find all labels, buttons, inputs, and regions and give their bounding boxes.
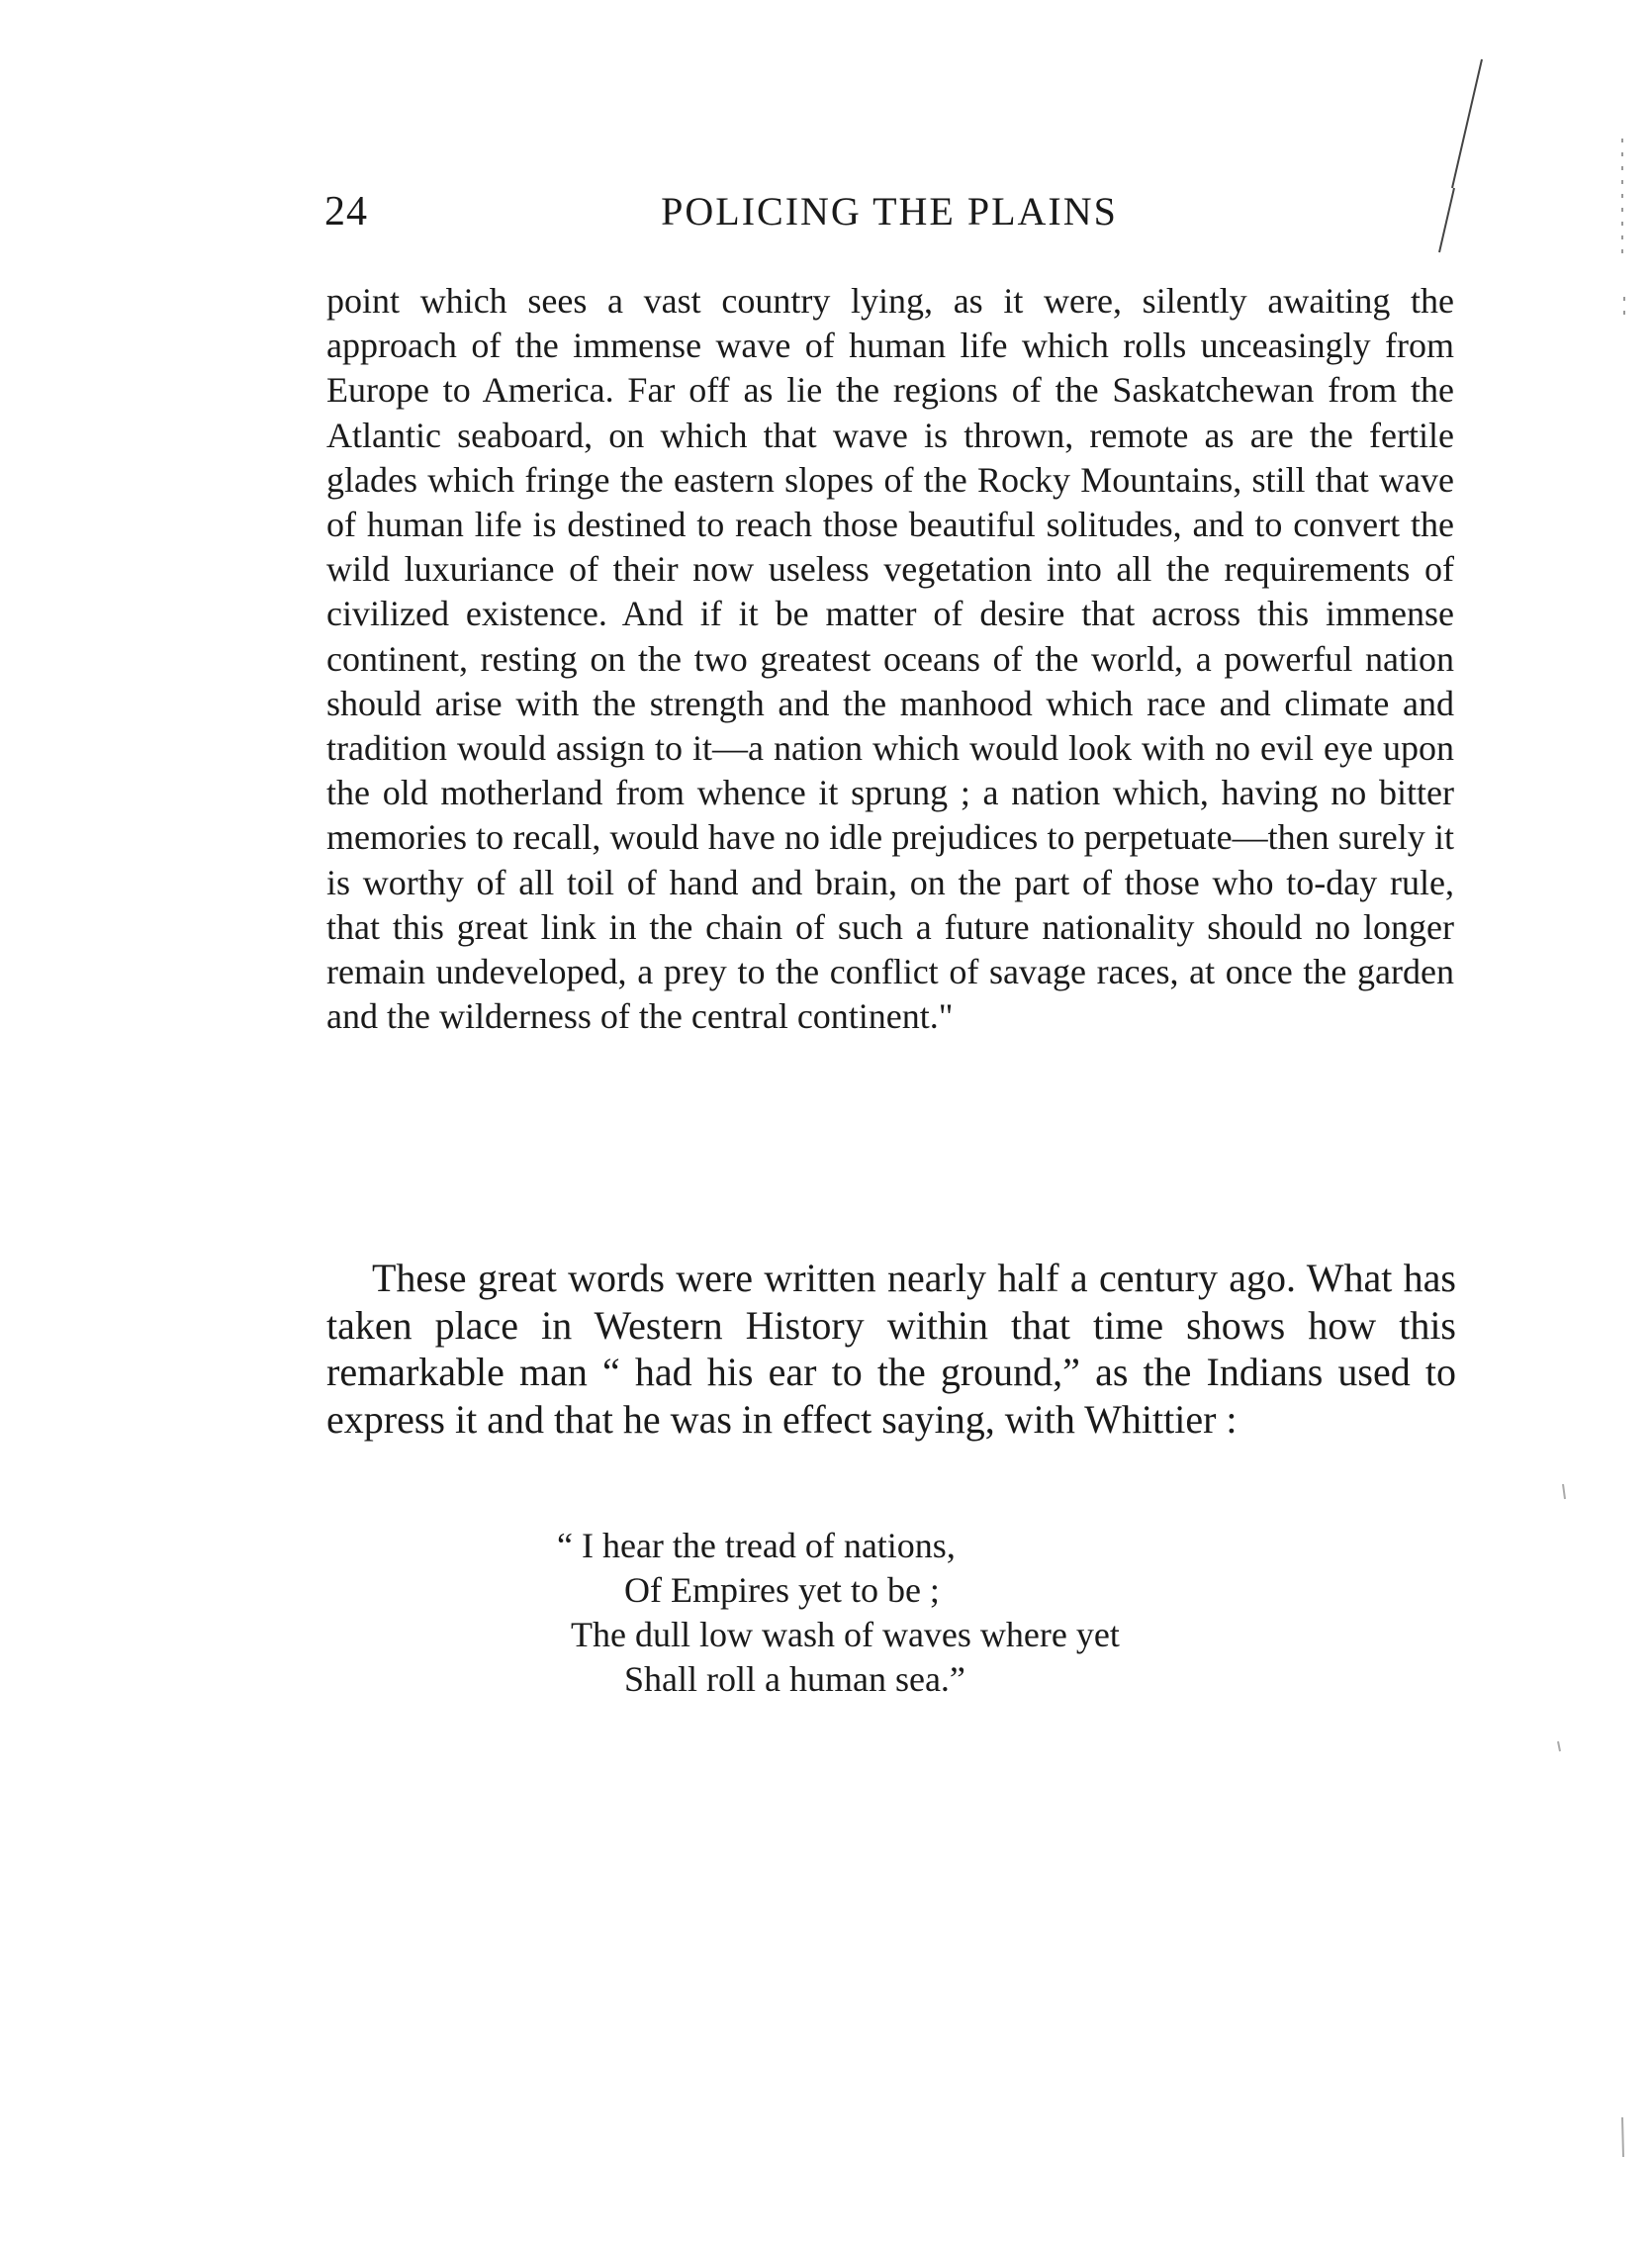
page-number: 24 — [324, 189, 368, 234]
poem-line-2: Of Empires yet to be ; — [624, 1570, 940, 1610]
poem-line-4: Shall roll a human sea.” — [624, 1659, 965, 1699]
quoted-passage: point which sees a vast country lying, as it were, silently awaiting the approach of the immense wave of human life which rolls unceasingly from Europe to America. Far off as lie the regions of the Saskatchewan from the Atlantic seaboard, on which that wave is thrown, remote as are the fertile glades which fringe the eastern slopes of the Rocky Mountains, still that wave of human life is destined to reach those beautiful solitudes, and to convert the wild luxuriance of their now useless vegetation into all the requirements of civilized existence. And if it be matter of desire that across this immense continent, resting on the two greatest oceans of the world, a powerful nation should arise with the strength and the manhood which race and climate and tradition would assign to it—a nation which would look with no evil eye upon the old motherland from whence it sprung ; a nation which, having no bitter memories to recall, would have no idle prejudices to perpetuate—then surely it is worthy of all toil of hand and brain, on the part of those who to-day rule, that this great link in the chain of such a future nationality should no longer remain undeveloped, a prey to the conflict of savage races, at once the garden and the wilderness of the central continent." — [326, 281, 1454, 1037]
poem-line-3: The dull low wash of waves where yet — [571, 1615, 1120, 1654]
poem-line-1: “ I hear the tread of nations, — [557, 1526, 956, 1565]
running-title: POLICING THE PLAINS — [661, 189, 1118, 234]
page-header — [324, 188, 1454, 247]
poem-stanza — [557, 1524, 1120, 1702]
body-paragraph: These great words were written nearly half a century ago. What has taken place in Western History within that time shows how this remarkable man “ had his ear to the ground,” as the Indians used to express it and that he was in effect saying, with Whittier : — [326, 1256, 1456, 1442]
